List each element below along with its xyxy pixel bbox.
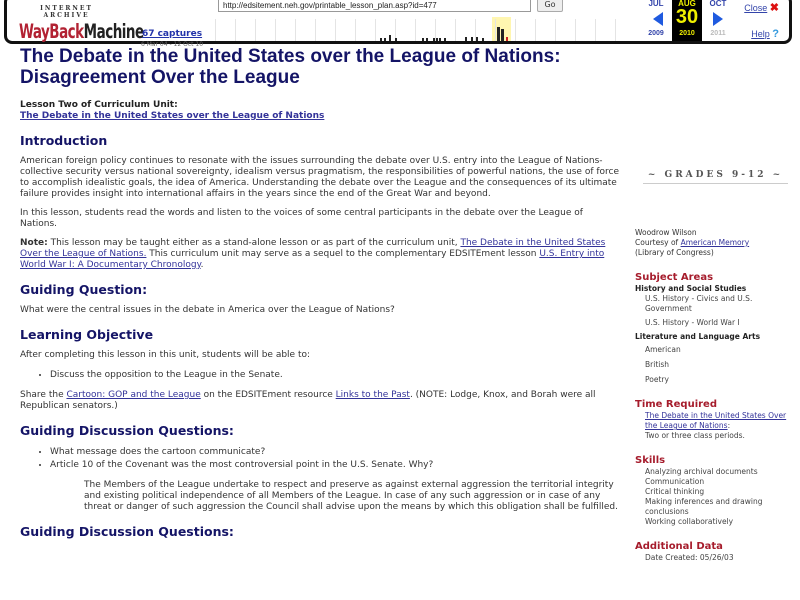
caption-courtesy-text: Courtesy of [635, 238, 681, 247]
skill-item: Communication [645, 477, 705, 486]
timeline-tick [235, 19, 236, 41]
article-10-quote: The Members of the League undertake to respect and preserve as against external aggression the territorial integrity and existing political independence of all Members of the League. In case of any such aggression or in case of any threat or danger of such aggression the Council shall advise upon the means by which this obligation shall be fulfilled. [84, 480, 618, 512]
next-month[interactable] [703, 0, 733, 41]
list-item: • Discuss the opposition to the League in the Senate. [50, 369, 620, 382]
introduction-heading: Introduction [20, 133, 108, 148]
current-capture [672, 0, 702, 41]
additional-data-heading: Additional Data [635, 541, 723, 552]
note-unit-link[interactable]: The Debate in the United States Over the League of Nations. [20, 238, 606, 259]
prev-year-label[interactable]: 2009 [648, 30, 664, 37]
timeline-bar [384, 38, 386, 41]
timeline-tick [215, 19, 216, 41]
go-button[interactable]: Go [537, 0, 563, 12]
timeline-bar [444, 38, 446, 41]
help-link[interactable]: Help [751, 29, 770, 39]
timeline-tick [555, 19, 556, 41]
logo-wayback-machine [19, 19, 144, 44]
learning-objective-list [20, 369, 620, 382]
timeline-tick [275, 19, 276, 41]
subject-item: British [645, 360, 669, 369]
timeline-tick [595, 19, 596, 41]
skill-item: Analyzing archival documents [645, 467, 758, 476]
sidebar [635, 170, 795, 563]
timeline-bar [433, 38, 435, 41]
timeline-bar [439, 38, 441, 41]
share-text-3: . (NOTE: Lodge, Knox, and Borah were all Republican senators.) [20, 390, 596, 411]
logo-word-machine: Machine [83, 19, 144, 44]
cartoon-link[interactable]: Cartoon: GOP and the League [66, 390, 201, 400]
skill-item: Making inferences and drawing conclusions [645, 497, 763, 516]
logo-internet-archive: INTERNET ARCHIVE [40, 5, 93, 19]
subject-group-history: History and Social Studies [635, 284, 747, 293]
discussion-questions-heading: Guiding Discussion Questions: [20, 423, 234, 438]
discussion-questions-list [20, 446, 620, 472]
capture-timeline[interactable] [215, 17, 635, 41]
help-icon[interactable]: ? [772, 28, 779, 40]
prev-month[interactable] [641, 0, 671, 41]
next-arrow-icon[interactable] [713, 12, 723, 26]
skill-item: Critical thinking [645, 487, 705, 496]
guiding-question-text: What were the central issues in the debate in America over the League of Nations? [20, 305, 395, 315]
logo-word-wayback: WayBack [19, 19, 84, 44]
subject-item: American [645, 345, 681, 354]
close-icon[interactable]: ✖ [769, 2, 779, 14]
time-required-text: Two or three class periods. [645, 431, 745, 440]
share-text-2: on the EDSITEment resource [200, 390, 336, 400]
timeline-tick [455, 19, 456, 41]
discussion-questions-heading-2: Guiding Discussion Questions: [20, 524, 234, 539]
list-item: • Article 10 of the Covenant was the most controversial point in the U.S. Senate. Why? [50, 459, 620, 472]
time-unit-link[interactable]: The Debate in the United States Over the League of Nations [645, 411, 787, 430]
time-required-heading: Time Required [635, 399, 717, 410]
close-toolbar[interactable] [744, 1, 779, 14]
captures-link[interactable]: 67 captures [141, 29, 203, 39]
prev-arrow-icon[interactable] [653, 12, 663, 26]
image-caption [635, 228, 795, 258]
timeline-bar [482, 38, 484, 41]
timeline-tick [535, 19, 536, 41]
introduction-paragraph-2: In this lesson, students read the words and listen to the voices of some central participants in the debate over the League of Nations. [20, 208, 583, 229]
url-input[interactable]: http://edsitement.neh.gov/printable_lesson_plan.asp?id=477 [218, 0, 531, 12]
current-month-label: AUG [678, 0, 696, 8]
next-year-label: 2011 [710, 30, 726, 37]
captures-info [132, 21, 212, 48]
timeline-tick [575, 19, 576, 41]
skills-heading: Skills [635, 455, 666, 466]
next-month-label: OCT [709, 0, 727, 8]
time-sep: : [727, 421, 731, 430]
grades-badge: ~ GRADES 9-12 ~ [643, 170, 788, 184]
note-text-2: This curriculum unit may serve as a sequel to the complementary EDSITEment lesson [146, 249, 540, 259]
links-to-past-link[interactable]: Links to the Past [335, 390, 410, 400]
subject-item: U.S. History - World War I [645, 318, 740, 327]
timeline-tick [315, 19, 316, 41]
timeline-tick [515, 19, 516, 41]
guiding-question-heading: Guiding Question: [20, 282, 148, 297]
unit-label: Lesson Two of Curriculum Unit: [20, 100, 178, 110]
subject-item: U.S. History - Civics and U.S. Government [645, 294, 753, 313]
current-year-label: 2010 [679, 30, 695, 37]
calendar-nav [641, 0, 741, 41]
timeline-bar [380, 38, 382, 41]
timeline-tick [375, 19, 376, 41]
skills-list [635, 467, 795, 527]
timeline-bar [395, 38, 397, 41]
timeline-tick [415, 19, 416, 41]
date-created: Date Created: 05/26/03 [645, 553, 734, 562]
note-text-1: This lesson may be taught either as a stand-alone lesson or as part of the curriculum unit, [47, 238, 461, 248]
subject-areas-heading: Subject Areas [635, 272, 714, 283]
time-required-body [635, 411, 795, 441]
current-day-label: 30 [675, 6, 699, 28]
timeline-bar [436, 38, 438, 41]
wayback-toolbar [4, 0, 792, 48]
subject-group-literature: Literature and Language Arts [635, 332, 761, 341]
note-chronology-link[interactable]: U.S. Entry into World War I: A Documentary Chronology [20, 249, 605, 270]
timeline-tick [295, 19, 296, 41]
help-toolbar[interactable] [751, 28, 779, 40]
introduction-paragraph-1: American foreign policy continues to resonate with the issues surrounding the debate over U.S. entry into the League of Nations-collective security versus national sovereignty, idealism versus pragmatism, the responsibilities of powerful nations, the use of force to accomplish idealistic goals, the idea of America. Understanding the debate over the League and the consequences of its ultimate failure provides insight into international affairs in the years since the end of the Great War and beyond. [20, 156, 620, 199]
caption-subject: Woodrow Wilson [635, 228, 697, 237]
timeline-tick [335, 19, 336, 41]
caption-courtesy [635, 238, 795, 248]
timeline-tick [495, 19, 496, 41]
timeline-bar [497, 27, 500, 41]
list-item: • What message does the cartoon communicate? [50, 446, 620, 459]
close-link[interactable]: Close [744, 3, 768, 13]
unit-link[interactable]: The Debate in the United States over the League of Nations [20, 111, 325, 121]
timeline-tick [615, 19, 616, 41]
timeline-bar [389, 35, 391, 41]
share-paragraph [20, 390, 620, 412]
skill-item: Working collaboratively [645, 517, 734, 526]
wayback-logo[interactable] [19, 5, 144, 44]
american-memory-link[interactable]: American Memory [680, 238, 750, 247]
learning-objective-heading: Learning Objective [20, 327, 154, 342]
note-paragraph [20, 238, 620, 271]
timeline-tick [255, 19, 256, 41]
timeline-bar [476, 37, 478, 41]
timeline-tick [355, 19, 356, 41]
prev-month-label: JUL [648, 0, 664, 8]
caption-source: (Library of Congress) [635, 248, 714, 257]
share-text-1: Share the [20, 390, 67, 400]
page-title: The Debate in the United States over the League of Nations: Disagreement Over the League [20, 46, 561, 88]
note-text-3: . [200, 260, 204, 270]
timeline-bar-selected [506, 37, 508, 41]
timeline-bar [465, 37, 467, 41]
note-label: Note: [20, 238, 48, 248]
timeline-bar [501, 29, 504, 41]
learning-objective-intro: After completing this lesson in this unit, students will be able to: [20, 350, 311, 360]
timeline-bar [422, 38, 424, 41]
captures-range: 6 Mar 04 - 12 Oct 10 [140, 41, 204, 48]
subject-item: Poetry [645, 375, 669, 384]
curriculum-unit [20, 100, 620, 122]
timeline-bar [426, 38, 428, 41]
main-content [20, 46, 620, 547]
timeline-bar [471, 37, 473, 41]
